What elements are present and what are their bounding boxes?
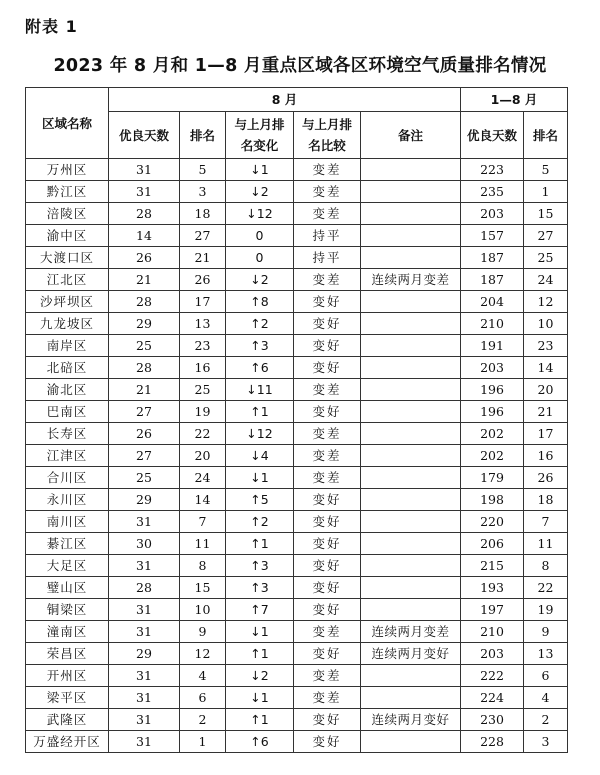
note-cell: 连续两月变好 — [361, 643, 461, 665]
ytd-good-days-cell: 235 — [461, 181, 524, 203]
aug-good-days-cell: 28 — [109, 577, 180, 599]
table-row — [26, 643, 568, 665]
note-cell — [361, 203, 461, 225]
aug-good-days-cell: 31 — [109, 159, 180, 181]
header-aug-rank: 排名 — [180, 112, 226, 159]
aug-good-days-cell: 28 — [109, 203, 180, 225]
ytd-rank-cell: 8 — [524, 555, 568, 577]
ytd-good-days-cell: 228 — [461, 731, 524, 753]
ytd-rank-cell: 5 — [524, 159, 568, 181]
table-row — [26, 731, 568, 753]
rank-change-cell: ↓2 — [226, 665, 294, 687]
ytd-good-days-cell: 202 — [461, 423, 524, 445]
table-row — [26, 489, 568, 511]
aug-good-days-cell: 28 — [109, 357, 180, 379]
compare-cell: 持平 — [294, 247, 361, 269]
document-title: 2023 年 8 月和 1—8 月重点区域各区环境空气质量排名情况 — [53, 56, 547, 76]
header-aug-group: 8 月 — [109, 88, 461, 112]
district-cell: 潼南区 — [26, 621, 109, 643]
aug-rank-cell: 14 — [180, 489, 226, 511]
district-cell: 南川区 — [26, 511, 109, 533]
aug-good-days-cell: 31 — [109, 731, 180, 753]
aug-rank-cell: 18 — [180, 203, 226, 225]
district-cell: 大渡口区 — [26, 247, 109, 269]
district-cell: 合川区 — [26, 467, 109, 489]
aug-good-days-cell: 31 — [109, 621, 180, 643]
aug-rank-cell: 8 — [180, 555, 226, 577]
district-cell: 綦江区 — [26, 533, 109, 555]
aug-rank-cell: 10 — [180, 599, 226, 621]
header-rank-change: 与上月排名变化 — [226, 112, 294, 159]
header-row-1 — [26, 88, 568, 112]
ytd-rank-cell: 23 — [524, 335, 568, 357]
aug-rank-cell: 9 — [180, 621, 226, 643]
aug-rank-cell: 1 — [180, 731, 226, 753]
aug-good-days-cell: 27 — [109, 445, 180, 467]
ytd-rank-cell: 1 — [524, 181, 568, 203]
header-ytd-rank: 排名 — [524, 112, 568, 159]
note-cell — [361, 687, 461, 709]
ytd-good-days-cell: 204 — [461, 291, 524, 313]
table-row — [26, 291, 568, 313]
aug-rank-cell: 11 — [180, 533, 226, 555]
table-row — [26, 379, 568, 401]
header-aug-good-days: 优良天数 — [109, 112, 180, 159]
aug-rank-cell: 20 — [180, 445, 226, 467]
ytd-good-days-cell: 210 — [461, 621, 524, 643]
aug-good-days-cell: 29 — [109, 313, 180, 335]
ytd-rank-cell: 21 — [524, 401, 568, 423]
ytd-rank-cell: 10 — [524, 313, 568, 335]
aug-rank-cell: 3 — [180, 181, 226, 203]
table-row — [26, 511, 568, 533]
compare-cell: 变好 — [294, 731, 361, 753]
compare-cell: 变好 — [294, 577, 361, 599]
aug-good-days-cell: 21 — [109, 269, 180, 291]
compare-cell: 变好 — [294, 643, 361, 665]
aug-good-days-cell: 31 — [109, 511, 180, 533]
district-cell: 九龙坡区 — [26, 313, 109, 335]
district-cell: 长寿区 — [26, 423, 109, 445]
compare-cell: 变好 — [294, 599, 361, 621]
table-row — [26, 467, 568, 489]
rank-change-cell: ↓11 — [226, 379, 294, 401]
table-row — [26, 445, 568, 467]
compare-cell: 变差 — [294, 687, 361, 709]
aug-rank-cell: 22 — [180, 423, 226, 445]
aug-rank-cell: 2 — [180, 709, 226, 731]
rank-change-cell: 0 — [226, 247, 294, 269]
aug-good-days-cell: 25 — [109, 467, 180, 489]
aug-rank-cell: 16 — [180, 357, 226, 379]
rank-change-cell: ↓2 — [226, 269, 294, 291]
district-cell: 渝北区 — [26, 379, 109, 401]
ytd-rank-cell: 4 — [524, 687, 568, 709]
rank-change-cell: ↑3 — [226, 577, 294, 599]
aug-good-days-cell: 31 — [109, 181, 180, 203]
rank-change-cell: ↓12 — [226, 203, 294, 225]
rank-change-cell: ↓1 — [226, 687, 294, 709]
note-cell — [361, 225, 461, 247]
aug-rank-cell: 6 — [180, 687, 226, 709]
table-row — [26, 687, 568, 709]
ytd-good-days-cell: 157 — [461, 225, 524, 247]
compare-cell: 持平 — [294, 225, 361, 247]
table-row — [26, 709, 568, 731]
ytd-good-days-cell: 202 — [461, 445, 524, 467]
header-ytd-group: 1—8 月 — [461, 88, 568, 112]
ytd-rank-cell: 25 — [524, 247, 568, 269]
table-row — [26, 247, 568, 269]
ytd-rank-cell: 16 — [524, 445, 568, 467]
aug-rank-cell: 26 — [180, 269, 226, 291]
table-row — [26, 269, 568, 291]
district-cell: 万盛经开区 — [26, 731, 109, 753]
ytd-good-days-cell: 187 — [461, 247, 524, 269]
district-cell: 万州区 — [26, 159, 109, 181]
ytd-good-days-cell: 193 — [461, 577, 524, 599]
ytd-rank-cell: 14 — [524, 357, 568, 379]
district-cell: 永川区 — [26, 489, 109, 511]
ytd-good-days-cell: 203 — [461, 643, 524, 665]
ytd-good-days-cell: 196 — [461, 401, 524, 423]
district-cell: 开州区 — [26, 665, 109, 687]
rank-change-cell: ↓1 — [226, 467, 294, 489]
table-row — [26, 225, 568, 247]
note-cell — [361, 731, 461, 753]
rank-change-cell: ↑5 — [226, 489, 294, 511]
table-body — [26, 159, 568, 753]
rank-change-cell: ↑1 — [226, 401, 294, 423]
table-row — [26, 577, 568, 599]
ytd-rank-cell: 9 — [524, 621, 568, 643]
compare-cell: 变差 — [294, 181, 361, 203]
table-row — [26, 401, 568, 423]
table-row — [26, 159, 568, 181]
district-cell: 涪陵区 — [26, 203, 109, 225]
compare-cell: 变好 — [294, 511, 361, 533]
table-row — [26, 203, 568, 225]
district-cell: 璧山区 — [26, 577, 109, 599]
note-cell — [361, 335, 461, 357]
district-cell: 荣昌区 — [26, 643, 109, 665]
ytd-rank-cell: 18 — [524, 489, 568, 511]
rank-change-cell: ↓1 — [226, 621, 294, 643]
district-cell: 江北区 — [26, 269, 109, 291]
district-cell: 大足区 — [26, 555, 109, 577]
aug-good-days-cell: 25 — [109, 335, 180, 357]
ytd-rank-cell: 26 — [524, 467, 568, 489]
aug-rank-cell: 19 — [180, 401, 226, 423]
note-cell — [361, 291, 461, 313]
note-cell — [361, 423, 461, 445]
rank-change-cell: ↑8 — [226, 291, 294, 313]
ytd-good-days-cell: 220 — [461, 511, 524, 533]
table-row — [26, 599, 568, 621]
note-cell — [361, 445, 461, 467]
compare-cell: 变好 — [294, 555, 361, 577]
rank-change-cell: ↑6 — [226, 731, 294, 753]
table-row — [26, 621, 568, 643]
ytd-good-days-cell: 187 — [461, 269, 524, 291]
ytd-rank-cell: 3 — [524, 731, 568, 753]
note-cell — [361, 511, 461, 533]
note-cell — [361, 357, 461, 379]
note-cell — [361, 665, 461, 687]
rank-change-cell: ↓4 — [226, 445, 294, 467]
aug-good-days-cell: 29 — [109, 643, 180, 665]
ytd-rank-cell: 7 — [524, 511, 568, 533]
aug-rank-cell: 15 — [180, 577, 226, 599]
table-row — [26, 555, 568, 577]
rank-change-cell: ↑3 — [226, 555, 294, 577]
ytd-rank-cell: 2 — [524, 709, 568, 731]
note-cell — [361, 313, 461, 335]
ytd-rank-cell: 19 — [524, 599, 568, 621]
ranking-table — [25, 87, 568, 753]
compare-cell: 变差 — [294, 621, 361, 643]
aug-good-days-cell: 29 — [109, 489, 180, 511]
note-cell — [361, 247, 461, 269]
ytd-good-days-cell: 224 — [461, 687, 524, 709]
table-row — [26, 533, 568, 555]
ytd-rank-cell: 22 — [524, 577, 568, 599]
rank-change-cell: ↑2 — [226, 511, 294, 533]
aug-good-days-cell: 31 — [109, 555, 180, 577]
aug-rank-cell: 12 — [180, 643, 226, 665]
district-cell: 沙坪坝区 — [26, 291, 109, 313]
table-row — [26, 665, 568, 687]
aug-rank-cell: 4 — [180, 665, 226, 687]
rank-change-cell: ↓12 — [226, 423, 294, 445]
ytd-good-days-cell: 206 — [461, 533, 524, 555]
district-cell: 渝中区 — [26, 225, 109, 247]
header-note: 备注 — [361, 112, 461, 159]
district-cell: 南岸区 — [26, 335, 109, 357]
note-cell: 连续两月变好 — [361, 709, 461, 731]
ytd-rank-cell: 17 — [524, 423, 568, 445]
rank-change-cell: ↑3 — [226, 335, 294, 357]
compare-cell: 变好 — [294, 335, 361, 357]
aug-rank-cell: 13 — [180, 313, 226, 335]
ytd-rank-cell: 15 — [524, 203, 568, 225]
header-district: 区域名称 — [26, 88, 109, 159]
compare-cell: 变好 — [294, 357, 361, 379]
aug-rank-cell: 17 — [180, 291, 226, 313]
ytd-good-days-cell: 197 — [461, 599, 524, 621]
note-cell: 连续两月变差 — [361, 621, 461, 643]
aug-good-days-cell: 26 — [109, 423, 180, 445]
note-cell — [361, 467, 461, 489]
compare-cell: 变差 — [294, 665, 361, 687]
ytd-rank-cell: 27 — [524, 225, 568, 247]
aug-rank-cell: 24 — [180, 467, 226, 489]
district-cell: 江津区 — [26, 445, 109, 467]
ytd-good-days-cell: 203 — [461, 203, 524, 225]
aug-good-days-cell: 26 — [109, 247, 180, 269]
aug-good-days-cell: 27 — [109, 401, 180, 423]
ytd-good-days-cell: 222 — [461, 665, 524, 687]
ytd-good-days-cell: 198 — [461, 489, 524, 511]
ytd-rank-cell: 6 — [524, 665, 568, 687]
compare-cell: 变差 — [294, 445, 361, 467]
note-cell — [361, 401, 461, 423]
ytd-rank-cell: 24 — [524, 269, 568, 291]
aug-good-days-cell: 21 — [109, 379, 180, 401]
aug-good-days-cell: 28 — [109, 291, 180, 313]
aug-good-days-cell: 31 — [109, 709, 180, 731]
district-cell: 武隆区 — [26, 709, 109, 731]
note-cell — [361, 379, 461, 401]
table-row — [26, 181, 568, 203]
compare-cell: 变好 — [294, 709, 361, 731]
ytd-rank-cell: 13 — [524, 643, 568, 665]
ytd-good-days-cell: 203 — [461, 357, 524, 379]
ytd-good-days-cell: 230 — [461, 709, 524, 731]
ytd-rank-cell: 12 — [524, 291, 568, 313]
rank-change-cell: ↑1 — [226, 643, 294, 665]
aug-good-days-cell: 30 — [109, 533, 180, 555]
compare-cell: 变差 — [294, 159, 361, 181]
note-cell — [361, 599, 461, 621]
ytd-good-days-cell: 210 — [461, 313, 524, 335]
compare-cell: 变好 — [294, 489, 361, 511]
header-ytd-good-days: 优良天数 — [461, 112, 524, 159]
aug-good-days-cell: 14 — [109, 225, 180, 247]
table-row — [26, 313, 568, 335]
compare-cell: 变好 — [294, 291, 361, 313]
note-cell — [361, 577, 461, 599]
ytd-rank-cell: 20 — [524, 379, 568, 401]
district-cell: 铜梁区 — [26, 599, 109, 621]
aug-rank-cell: 7 — [180, 511, 226, 533]
rank-change-cell: ↓2 — [226, 181, 294, 203]
aug-good-days-cell: 31 — [109, 599, 180, 621]
aug-rank-cell: 23 — [180, 335, 226, 357]
ytd-good-days-cell: 223 — [461, 159, 524, 181]
district-cell: 黔江区 — [26, 181, 109, 203]
table-row — [26, 335, 568, 357]
note-cell — [361, 489, 461, 511]
compare-cell: 变好 — [294, 401, 361, 423]
aug-good-days-cell: 31 — [109, 687, 180, 709]
table-row — [26, 423, 568, 445]
rank-change-cell: ↑1 — [226, 709, 294, 731]
header-compare-prev: 与上月排名比较 — [294, 112, 361, 159]
compare-cell: 变差 — [294, 423, 361, 445]
rank-change-cell: ↑2 — [226, 313, 294, 335]
compare-cell: 变好 — [294, 313, 361, 335]
note-cell — [361, 555, 461, 577]
rank-change-cell: 0 — [226, 225, 294, 247]
compare-cell: 变差 — [294, 467, 361, 489]
compare-cell: 变差 — [294, 379, 361, 401]
rank-change-cell: ↑6 — [226, 357, 294, 379]
aug-rank-cell: 27 — [180, 225, 226, 247]
note-cell: 连续两月变差 — [361, 269, 461, 291]
note-cell — [361, 159, 461, 181]
aug-rank-cell: 5 — [180, 159, 226, 181]
compare-cell: 变差 — [294, 203, 361, 225]
compare-cell: 变好 — [294, 533, 361, 555]
ytd-good-days-cell: 215 — [461, 555, 524, 577]
note-cell — [361, 533, 461, 555]
aug-good-days-cell: 31 — [109, 665, 180, 687]
note-cell — [361, 181, 461, 203]
ytd-good-days-cell: 191 — [461, 335, 524, 357]
rank-change-cell: ↓1 — [226, 159, 294, 181]
ytd-rank-cell: 11 — [524, 533, 568, 555]
ytd-good-days-cell: 196 — [461, 379, 524, 401]
aug-rank-cell: 21 — [180, 247, 226, 269]
ytd-good-days-cell: 179 — [461, 467, 524, 489]
rank-change-cell: ↑1 — [226, 533, 294, 555]
rank-change-cell: ↑7 — [226, 599, 294, 621]
compare-cell: 变差 — [294, 269, 361, 291]
district-cell: 北碚区 — [26, 357, 109, 379]
aug-rank-cell: 25 — [180, 379, 226, 401]
table-row — [26, 357, 568, 379]
appendix-label: 附表 1 — [25, 17, 78, 36]
district-cell: 巴南区 — [26, 401, 109, 423]
district-cell: 梁平区 — [26, 687, 109, 709]
